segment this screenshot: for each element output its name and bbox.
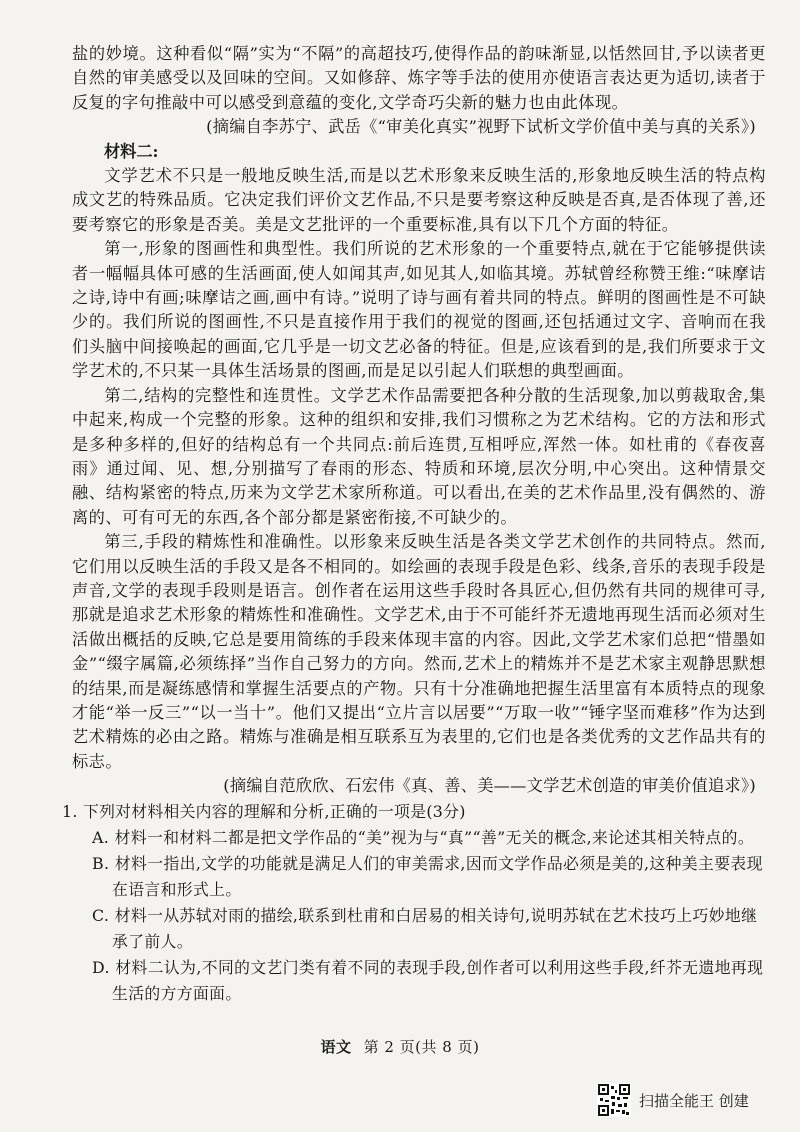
footer-subject: 语文	[320, 1038, 352, 1056]
material2-paragraph: 第二,结构的完整性和连贯性。文学艺术作品需要把各种分散的生活现象,加以剪裁取舍,集中起来,构成一个完整的形象。这种的组织和安排,我们习惯称之为艺术结构。它的方法和形式是多种多样的,但好的结构总有一个共同点:前后连贯,互相呼应,浑然一体。如杜甫的《春夜喜雨》通过闻、见、想,分别描写了春雨的形态、特质和环境,层次分明,中心突出。这种情景交融、结构紧密的特点,历来为文学艺术家所称道。可以看出,在美的艺术作品里,没有偶然的、游离的、可有可无的东西,各个部分都是紧密衔接,不可缺少的。	[72, 385, 766, 527]
material2-paragraph: 文学艺术不只是一般地反映生活,而是以艺术形象来反映生活的,形象地反映生活的特点构成文艺的特殊品质。它决定我们评价文艺作品,不只是要考察这种反映是否真,是否体现了善,还要考察它的形象是否美。美是文艺批评的一个重要标准,具有以下几个方面的特征。	[72, 166, 766, 234]
question-stem: 1. 下列对材料相关内容的理解和分析,正确的一项是(3分)	[62, 801, 466, 821]
option-a: A. 材料一和材料二都是把文学作品的“美”视为与“真”“善”无关的概念,来论述其相关特点的。	[92, 827, 755, 847]
scanner-watermark	[597, 1083, 749, 1117]
material1-ending-paragraph: 盐的妙境。这种看似“隔”实为“不隔”的高超技巧,使得作品的韵味渐显,以恬然回甘,予以读者更自然的审美感受以及回味的空间。又如修辞、炼字等手法的使用亦使语言表达更为适切,读者于反复的字句推敲中可以感受到意蕴的变化,文学奇巧尖新的魅力也由此体现。	[72, 44, 766, 112]
question-options	[92, 825, 766, 1007]
material2-heading: 材料二:	[104, 141, 159, 161]
footer-page-number: 第 2 页(共 8 页)	[363, 1038, 480, 1056]
material2-source: (摘编自范欣欣、石宏伟《真、善、美——文学艺术创造的审美价值追求》)	[223, 776, 756, 796]
material2-paragraph: 第三,手段的精炼性和准确性。以形象来反映生活是各类文学艺术创作的共同特点。然而,它们用以反映生活的手段又是各不相同的。如绘画的表现手段是色彩、线条,音乐的表现手段是声音,文学的表现手段则是语言。创作者在运用这些手段时各具匠心,但仍然有共同的规律可寻,那就是追求艺术形象的精炼性和准确性。文学艺术,由于不可能纤芥无遗地再现生活而必须对生活做出概括的反映,它总是要用简练的手段来体现丰富的内容。因此,文学艺术家们总把“惜墨如金”“缀字属篇,必须练择”当作自己努力的方向。然而,艺术上的精炼并不是艺术家主观静思默想的结果,而是凝练感情和掌握生活要点的产物。只有十分准确地把握生活里富有本质特点的现象才能“举一反三”“以一当十”。他们又提出“立片言以居要”“万取一收”“锤字坚而难移”作为达到艺术精炼的必由之路。精炼与准确是相互联系互为表里的,它们也是各类优秀的文艺作品共有的标志。	[72, 532, 766, 771]
option-d: D. 材料二认为,不同的文艺门类有着不同的表现手段,创作者可以利用这些手段,纤芥无遗地再现生活的方方面面。	[92, 957, 764, 1003]
option-b: B. 材料一指出,文学的功能就是满足人们的审美需求,因而文学作品必须是美的,这种美主要表现在语言和形式上。	[92, 853, 763, 899]
qr-code-icon	[597, 1083, 631, 1117]
watermark-text: 扫描全能王 创建	[639, 1091, 749, 1110]
material2-paragraph: 第一,形象的图画性和典型性。我们所说的艺术形象的一个重要特点,就在于它能够提供读者一幅幅具体可感的生活画面,使人如闻其声,如见其人,如临其境。苏轼曾经称赞王维:“味摩诘之诗,诗中有画;味摩诘之画,画中有诗。”说明了诗与画有着共同的特点。鲜明的图画性是不可缺少的。我们所说的图画性,不只是直接作用于我们的视觉的图画,还包括通过文字、音响而在我们头脑中间接唤起的画面,它几乎是一切文艺必备的特征。但是,应该看到的是,我们所要求于文学艺术的,不只某一具体生活场景的图画,而是足以引起人们联想的典型画面。	[72, 239, 766, 381]
material1-source: (摘编自李苏宁、武岳《“审美化真实”视野下试析文学价值中美与真的关系》)	[206, 117, 756, 137]
option-c: C. 材料一从苏轼对雨的描绘,联系到杜甫和白居易的相关诗句,说明苏轼在艺术技巧上巧妙地继承了前人。	[92, 905, 758, 951]
question-1	[62, 799, 766, 1007]
page-footer	[0, 1036, 800, 1057]
